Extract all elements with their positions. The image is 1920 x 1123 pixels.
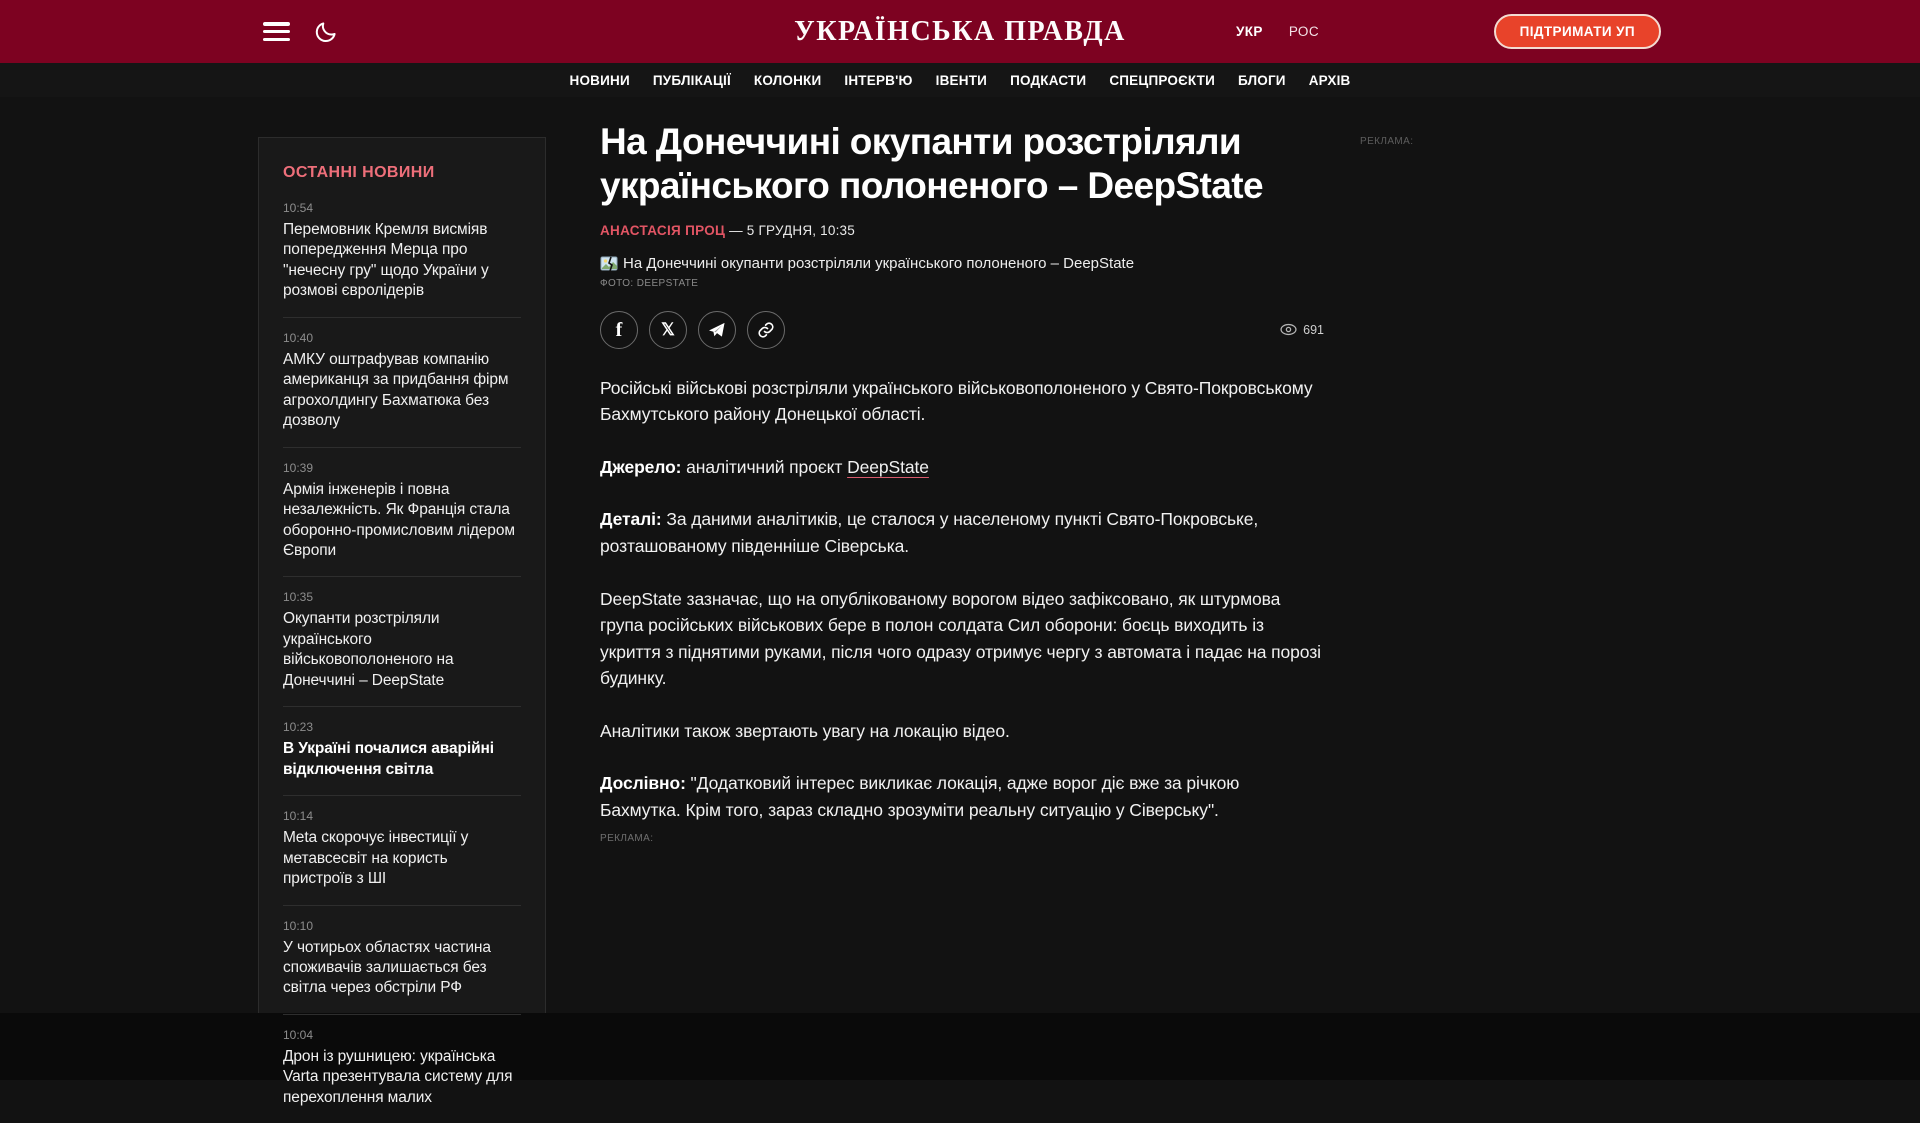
x-twitter-icon[interactable]: 𝕏: [649, 311, 687, 349]
article-body: [600, 375, 1324, 824]
facebook-icon[interactable]: f: [600, 311, 638, 349]
article-paragraph: Російські військові розстріляли українського військовополоненого у Свято-Покровському Бахмутського району Донецької області.: [600, 377, 1313, 425]
nav-item-блоги[interactable]: БЛОГИ: [1238, 72, 1286, 88]
list-item[interactable]: [283, 188, 521, 318]
article-paragraph: DeepState зазначає, що на опублікованому ворогом відео зафіксовано, як штурмова група російських військових бере в полон солдата Сил оборони: боєць виходить із укриття з піднятими руками, після чого одразу отримує чергу з автомата і падає на порозі будинку.: [600, 588, 1321, 689]
view-counter: [1280, 323, 1324, 337]
nav-item-колонки[interactable]: КОЛОНКИ: [753, 72, 822, 88]
deepstate-link[interactable]: DeepState: [847, 456, 929, 477]
lang-ukr[interactable]: УКР: [1235, 24, 1263, 39]
list-item[interactable]: [283, 318, 521, 448]
nav-item-новини[interactable]: НОВИНИ: [569, 72, 630, 88]
news-title: Армія інженерів і повна незалежність. Як Франція стала оборонно-промисловим лідером Європи: [283, 480, 515, 559]
news-title: В Україні почалися аварійні відключення світла: [283, 740, 494, 778]
news-time: 10:35: [283, 590, 314, 605]
news-time: 10:14: [283, 809, 314, 824]
latest-news-title: ОСТАННІ НОВИНИ: [283, 164, 435, 181]
news-title: Дрон із рушницею: українська Varta презентувала систему для перехоплення малих: [283, 1047, 513, 1106]
article-paragraph: Джерело: аналітичний проєкт DeepState: [600, 456, 929, 477]
news-time: 10:39: [283, 460, 314, 475]
list-item[interactable]: [283, 906, 521, 1015]
byline: [600, 223, 1324, 238]
news-time: 10:40: [283, 330, 314, 345]
ad-label-right: РЕКЛАМА:: [1360, 136, 1414, 147]
news-title: Окупанти розстріляли українського військовополоненого на Донеччині – DeepState: [283, 610, 454, 689]
nav-item-архів[interactable]: АРХІВ: [1308, 72, 1351, 88]
link-icon[interactable]: [747, 311, 785, 349]
share-row: [600, 311, 1324, 349]
image-alt-text: На Донеччині окупанти розстріляли українського полоненого – DeepState: [623, 254, 1135, 272]
nav-item-івенти[interactable]: ІВЕНТИ: [935, 72, 988, 88]
article: [600, 120, 1324, 844]
news-title: АМКУ оштрафував компанію американця за придбання фірм агрохолдингу Бахматюка без дозволу: [283, 350, 509, 430]
list-item[interactable]: [283, 707, 521, 796]
main-nav: [0, 63, 1920, 97]
news-title: Meta скорочує інвестиції у метавсесвіт на користь пристроїв з ШІ: [283, 829, 469, 888]
nav-item-публікації[interactable]: ПУБЛІКАЦІЇ: [652, 72, 731, 88]
language-switcher: [1236, 0, 1319, 63]
list-item[interactable]: [283, 448, 521, 578]
broken-image-icon: [600, 256, 619, 273]
nav-item-подкасти[interactable]: ПОДКАСТИ: [1010, 72, 1087, 88]
publish-date: — 5 ГРУДНЯ, 10:35: [725, 222, 855, 238]
ad-label-bottom: РЕКЛАМА:: [600, 832, 654, 844]
article-paragraph: Аналітики також звертають увагу на локацію відео.: [600, 720, 1010, 741]
lang-ros[interactable]: РОС: [1288, 24, 1319, 39]
list-item[interactable]: [283, 577, 521, 707]
latest-news-sidebar: [258, 137, 546, 1106]
article-paragraph: Дослівно: "Додатковий інтерес викликає локація, адже ворог діє вже за річкою Бахмутка. Крім того, зараз складно зрозуміти реальну ситуацію у Сіверську".: [600, 773, 1240, 821]
nav-item-інтерв'ю[interactable]: ІНТЕРВ'Ю: [844, 72, 913, 88]
news-time: 10:23: [283, 720, 314, 735]
nav-item-спецпроєкти[interactable]: СПЕЦПРОЄКТИ: [1109, 72, 1216, 88]
article-paragraph: Деталі: За даними аналітиків, це сталося у населеному пункті Свято-Покровське, розташованому південніше Сіверська.: [600, 509, 1259, 556]
photo-credit: ФОТО: DEEPSTATE: [600, 277, 699, 289]
author-link[interactable]: АНАСТАСІЯ ПРОЦ: [600, 222, 726, 238]
latest-news-list: [283, 188, 521, 1123]
page-title: На Донеччині окупанти розстріляли українського полоненого – DeepState: [600, 121, 1263, 207]
news-title: У чотирьох областях частина споживачів залишається без світла через обстріли РФ: [283, 938, 491, 997]
article-image-row: [600, 255, 1324, 274]
news-time: 10:04: [283, 1027, 314, 1042]
list-item[interactable]: [283, 796, 521, 905]
view-count: 691: [1303, 322, 1324, 337]
telegram-icon[interactable]: [698, 311, 736, 349]
site-logo[interactable]: УКРАЇНСЬКА ПРАВДА: [794, 15, 1126, 47]
list-item[interactable]: [283, 1015, 521, 1123]
news-time: 10:54: [283, 201, 314, 215]
support-button[interactable]: ПІДТРИМАТИ УП: [1494, 14, 1661, 49]
top-header: [0, 0, 1920, 63]
eye-icon: [1280, 323, 1297, 336]
news-title: Перемовник Кремля висміяв попередження Мерца про "нечесну гру" щодо України у розмові євролідерів: [283, 221, 489, 300]
news-time: 10:10: [283, 918, 314, 933]
share-icons: [600, 311, 785, 349]
